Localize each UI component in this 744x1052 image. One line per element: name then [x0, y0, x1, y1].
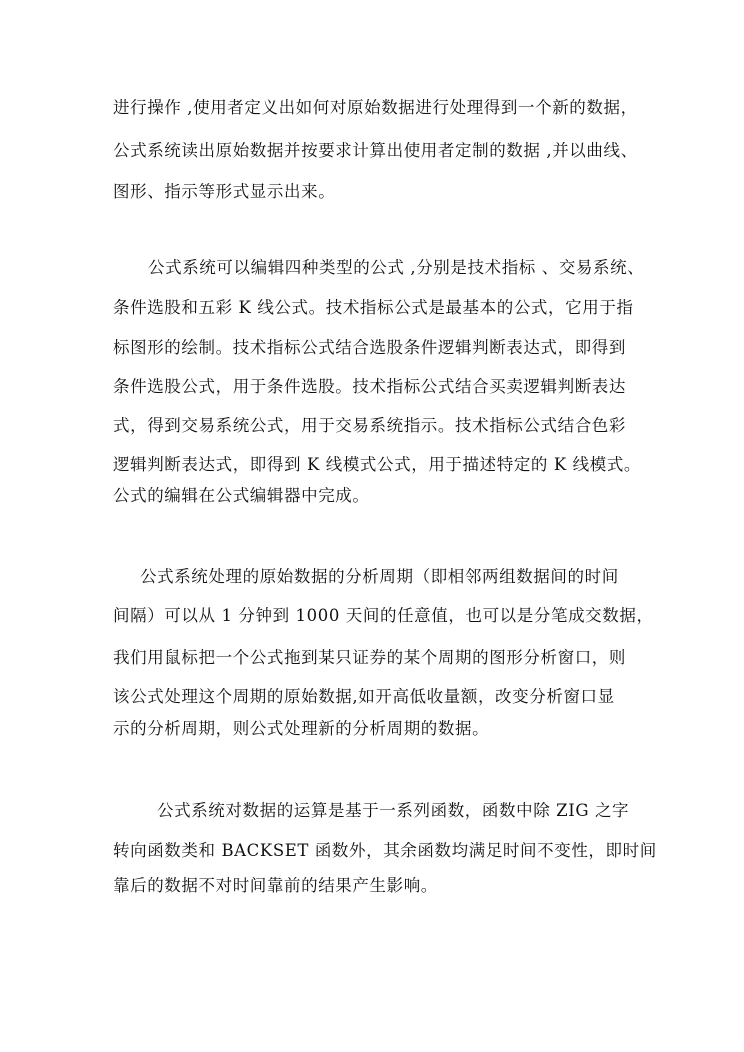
text-line: 靠后的数据不对时间靠前的结果产生影响。	[113, 876, 438, 895]
text-line: 间隔）可以从 1 分钟到 1000 天间的任意值，也可以是分笔成交数据，	[113, 606, 654, 625]
text-line: 条件选股公式，用于条件选股。技术指标公式结合买卖逻辑判断表达	[113, 377, 626, 396]
text-line: 图形、指示等形式显示出来。	[113, 182, 336, 201]
text-line: 公式系统处理的原始数据的分析周期（即相邻两组数据间的时间	[140, 567, 619, 586]
text-line: 条件选股和五彩 K 线公式。技术指标公式是最基本的公式，它用于指	[113, 298, 634, 317]
text-line: 示的分析周期，则公式处理新的分析周期的数据。	[113, 719, 490, 738]
text-line: 进行操作 ,使用者定义出如何对原始数据进行处理得到一个新的数据，	[113, 98, 638, 117]
text-line: 逻辑判断表达式，即得到 K 线模式公式，用于描述特定的 K 线模式。	[113, 455, 642, 474]
text-line: 公式的编辑在公式编辑器中完成。	[113, 486, 370, 505]
text-line: 我们用鼠标把一个公式拖到某只证券的某个周期的图形分析窗口，则	[113, 648, 626, 667]
text-line: 转向函数类和 BACKSET 函数外，其余函数均满足时间不变性，即时间	[113, 841, 657, 860]
text-line: 公式系统读出原始数据并按要求计算出使用者定制的数据 ,并以曲线、	[113, 141, 638, 160]
text-line: 公式系统可以编辑四种类型的公式 ,分别是技术指标 、交易系统、	[148, 258, 645, 277]
text-line: 式，得到交易系统公式，用于交易系统指示。技术指标公式结合色彩	[113, 416, 626, 435]
text-line: 该公式处理这个周期的原始数据,如开高低收量额，改变分析窗口显	[113, 687, 615, 706]
text-line: 公式系统对数据的运算是基于一系列函数，函数中除 ZIG 之字	[157, 801, 630, 820]
text-line: 标图形的绘制。技术指标公式结合选股条件逻辑判断表达式，即得到	[113, 338, 626, 357]
